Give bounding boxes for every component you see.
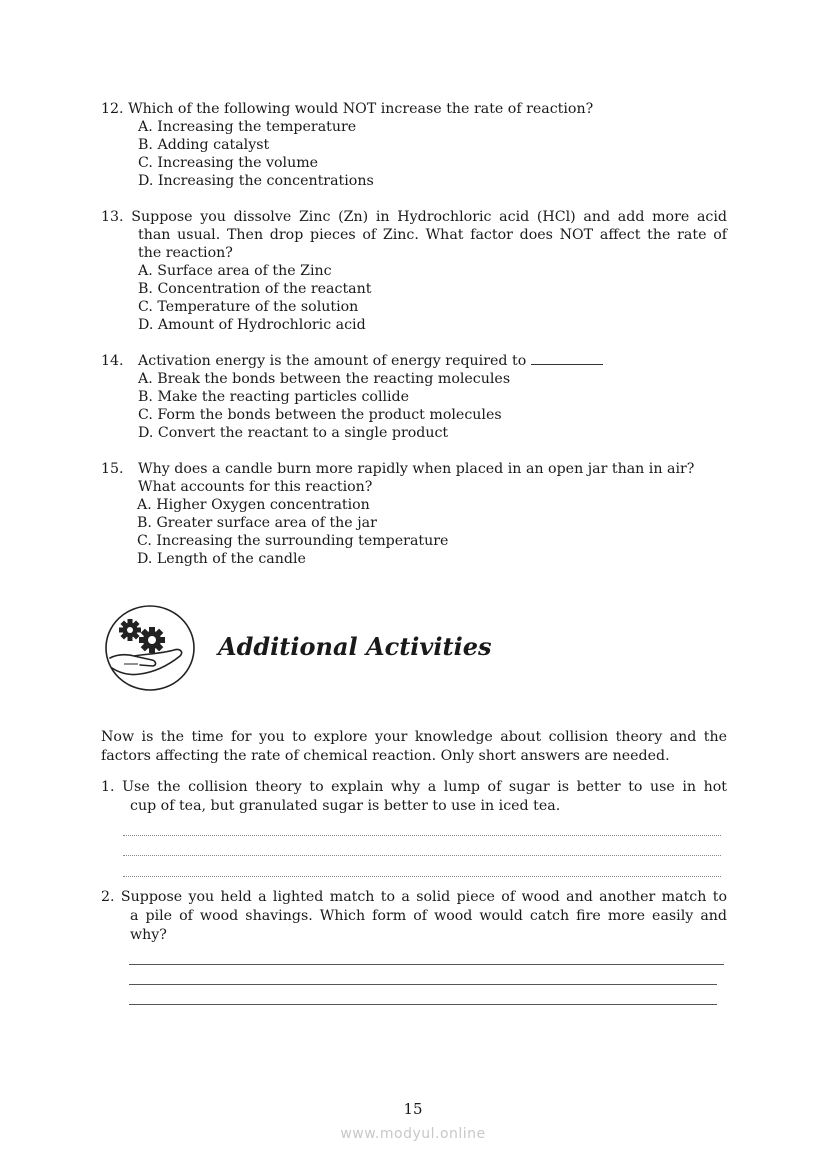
q13-stem-line-1: 13. Suppose you dissolve Zinc (Zn) in Hydrochloric acid (HCl) and add more acid (101, 209, 727, 225)
q14-stem (138, 352, 603, 370)
q14-stem-text: Activation energy is the amount of energy required to (138, 353, 527, 369)
q13-stem-line-2: than usual. Then drop pieces of Zinc. What factor does NOT affect the rate of (138, 227, 727, 243)
activity2-line-2: a pile of wood shavings. Which form of wood would catch fire more easily and (130, 908, 727, 924)
q13-option-b: B. Concentration of the reactant (138, 281, 372, 297)
watermark-url: www.modyul.online (340, 1126, 486, 1142)
section-intro-line-1: Now is the time for you to explore your knowledge about collision theory and the (101, 729, 727, 745)
activity1-line-1: 1. Use the collision theory to explain why a lump of sugar is better to use in hot (101, 779, 727, 795)
q15-number: 15. (101, 461, 124, 477)
section-title: Additional Activities (218, 632, 492, 661)
answer-line[interactable] (123, 855, 721, 856)
q12-option-b: B. Adding catalyst (138, 137, 270, 153)
activity2-line-1: 2. Suppose you held a lighted match to a solid piece of wood and another match to (101, 889, 727, 905)
q13-option-d: D. Amount of Hydrochloric acid (138, 317, 366, 333)
q15-stem-line-2: What accounts for this reaction? (138, 479, 373, 495)
q14-option-c: C. Form the bonds between the product molecules (138, 407, 502, 423)
q12-option-a: A. Increasing the temperature (138, 119, 357, 135)
answer-line[interactable] (129, 984, 717, 985)
q12-stem: 12. Which of the following would NOT increase the rate of reaction? (101, 101, 594, 117)
activity1-line-2: cup of tea, but granulated sugar is better to use in iced tea. (130, 798, 561, 814)
answer-line[interactable] (129, 1004, 717, 1005)
q13-option-c: C. Temperature of the solution (138, 299, 359, 315)
q12-option-d: D. Increasing the concentrations (138, 173, 374, 189)
answer-line[interactable] (123, 835, 721, 836)
q15-stem-line-1: Why does a candle burn more rapidly when placed in an open jar than in air? (138, 461, 695, 477)
answer-line[interactable] (123, 876, 721, 877)
q14-number: 14. (101, 353, 124, 369)
q15-option-c: C. Increasing the surrounding temperature (137, 533, 449, 549)
q12-option-c: C. Increasing the volume (138, 155, 319, 171)
gears-on-hand-icon (104, 604, 196, 692)
q14-option-d: D. Convert the reactant to a single product (138, 425, 449, 441)
q14-option-b: B. Make the reacting particles collide (138, 389, 410, 405)
q14-option-a: A. Break the bonds between the reacting molecules (138, 371, 511, 387)
q15-option-a: A. Higher Oxygen concentration (137, 497, 370, 513)
section-intro-line-2: factors affecting the rate of chemical reaction. Only short answers are needed. (101, 748, 670, 764)
activity2-line-3: why? (130, 927, 167, 943)
q15-option-d: D. Length of the candle (137, 551, 306, 567)
answer-blank[interactable] (531, 352, 603, 365)
page-number: 15 (403, 1100, 423, 1118)
q13-option-a: A. Surface area of the Zinc (138, 263, 332, 279)
answer-line[interactable] (129, 964, 724, 965)
q15-option-b: B. Greater surface area of the jar (137, 515, 377, 531)
q13-stem-line-3: the reaction? (138, 245, 233, 261)
